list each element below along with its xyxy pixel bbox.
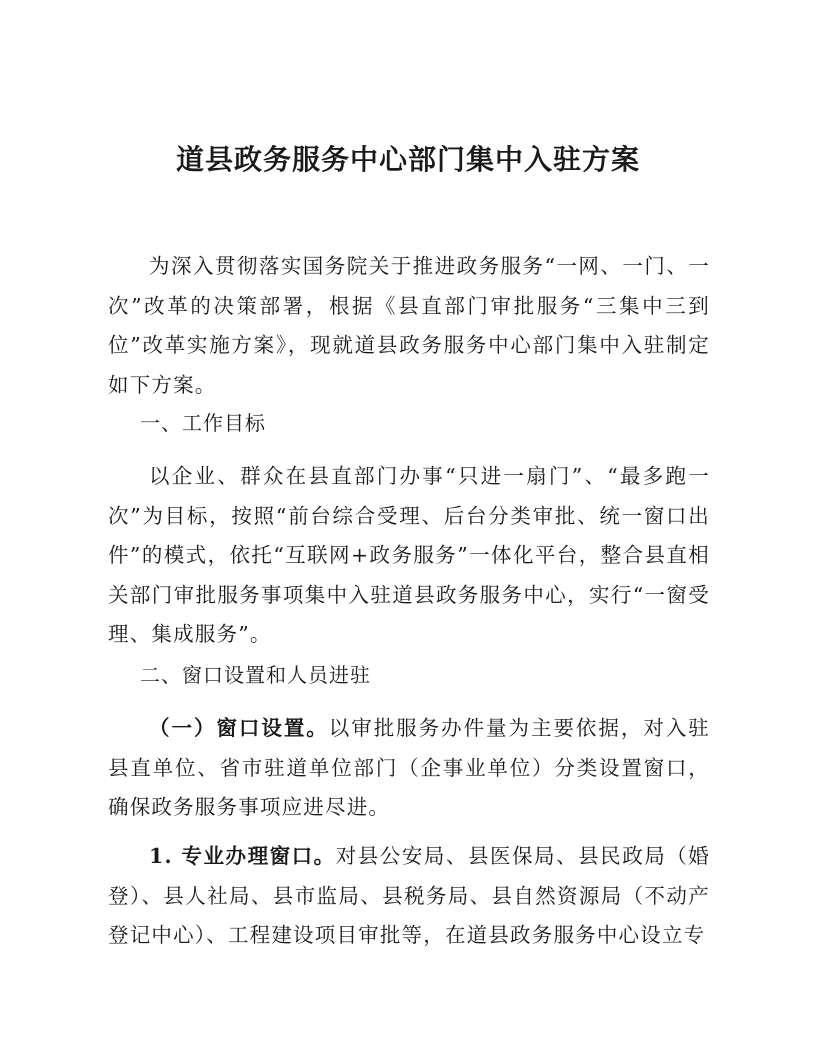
subsection-1-lead: （一）窗口设置。 — [149, 716, 329, 740]
section-2-heading: 二、窗口设置和人员进驻 — [140, 663, 371, 687]
subsection-1-body: 以审批服务办件量为主要依据，对入驻县直单位、省市驻道单位部门（企事业单位）分类设置窗口，确保政务服务事项应进尽进。 — [108, 716, 710, 819]
item-1-paragraph — [108, 837, 710, 956]
subsection-1-paragraph — [108, 709, 710, 828]
section-1-body: 以企业、群众在县直部门办事“只进一扇门”、“最多跑一次”为目标，按照“前台综合受理、后台分类审批、统一窗口出件”的模式，依托“互联网+政务服务”一体化平台，整合县直相关部门审批服务事项集中入驻道县政务服务中心，实行“一窗受理、集成服务”。 — [108, 464, 710, 646]
item-1-lead: 1. 专业办理窗口。 — [149, 844, 336, 868]
intro-paragraph: 为深入贯彻落实国务院关于推进政务服务“一网、一门、一次”改革的决策部署，根据《县直部门审批服务“三集中三到位”改革实施方案》，现就道县政务服务中心部门集中入驻制定如下方案。 — [108, 254, 710, 397]
item-1-body: 对县公安局、县医保局、县民政局（婚登）、县人社局、县市监局、县税务局、县自然资源局（不动产登记中心）、工程建设项目审批等，在道县政务服务中心设立专 — [108, 844, 710, 947]
section-1-heading: 一、工作目标 — [140, 411, 266, 435]
page-title: 道县政务服务中心部门集中入驻方案 — [175, 143, 640, 176]
